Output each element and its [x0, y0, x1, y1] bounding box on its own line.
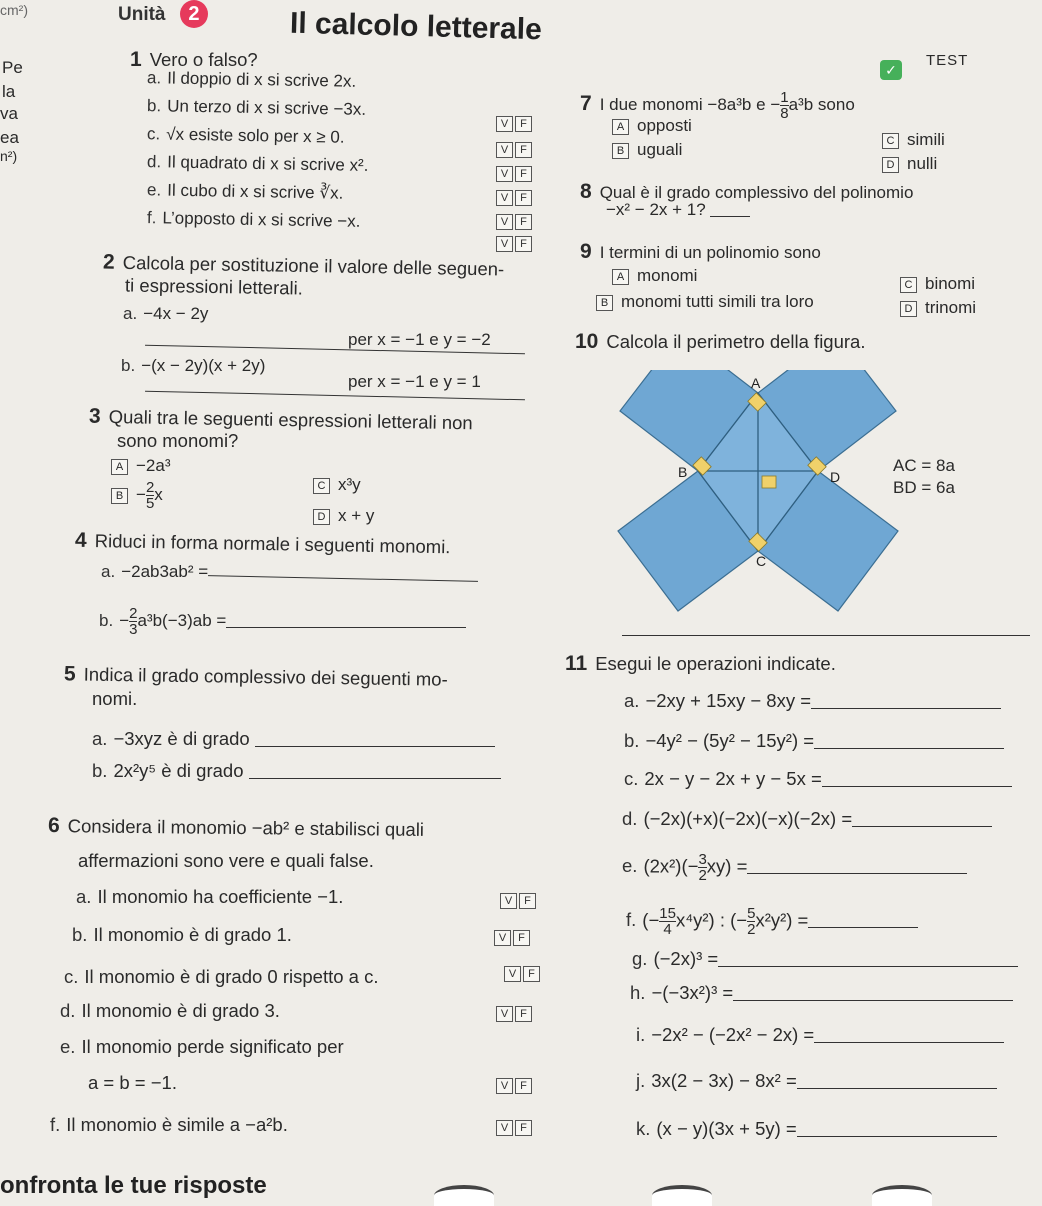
q6-item: f. Il monomio è simile a −a²b. [50, 1114, 288, 1135]
false-checkbox[interactable]: F [515, 116, 532, 132]
margin-fragment: la [2, 82, 16, 101]
true-checkbox[interactable]: V [496, 190, 513, 206]
q6-title: 6 Considera il monomio −ab² e stabilisci quali [47, 814, 425, 840]
q6-vf-e [496, 1078, 532, 1094]
q6-item: a. Il monomio ha coefficiente −1. [76, 886, 344, 907]
false-checkbox[interactable]: F [515, 214, 532, 230]
page-tab [872, 1185, 932, 1206]
margin-fragment: va [0, 104, 18, 123]
q6-title-cont: affermazioni sono vere e quali false. [78, 850, 374, 871]
q8-title: 8 Qual è il grado complessivo del polinomio [580, 180, 914, 203]
q10-figure [610, 370, 910, 620]
q11-item: f. (− $\frac{15}{4}$ x⁴y²) : (− $\frac{5}{2}$ x²y²) = [626, 906, 918, 937]
test-label: TEST [926, 52, 969, 69]
false-checkbox[interactable]: F [515, 1006, 532, 1022]
q3-option-d[interactable]: D x + y [313, 506, 374, 526]
q11-item: j. 3x(2 − 3x) − 8x² = [636, 1070, 997, 1092]
q6-vf-b [494, 930, 530, 946]
q3-option-b[interactable]: B − $\frac{2}{5}$ x [111, 480, 163, 511]
test-icon: ✓ [880, 60, 902, 80]
q2-title: 2 Calcola per sostituzione il valore delle seguen- [102, 250, 505, 280]
q3-option-a[interactable]: A −2a³ [111, 456, 171, 476]
q8-expr: −x² − 2x + 1? [606, 200, 750, 220]
q11-item: k. (x − y)(3x + 5y) = [636, 1118, 997, 1140]
q3-title-cont: sono monomi? [117, 430, 239, 451]
q2-b-expr: b. −(x − 2y)(x + 2y) [121, 356, 266, 375]
q4-a: a. −2ab3ab² = [101, 562, 478, 582]
point-d-label: D [830, 469, 841, 485]
q9-option-b[interactable]: B monomi tutti simili tra loro [596, 292, 814, 312]
q1-vf-a [496, 116, 532, 132]
page-tab [434, 1185, 494, 1206]
q11-item: d. (−2x)(+x)(−2x)(−x)(−2x) = [622, 808, 992, 830]
q3-title: 3 Quali tra le seguenti espressioni letterali non [88, 404, 473, 434]
q11-title: 11 Esegui le operazioni indicate. [565, 652, 836, 675]
false-checkbox[interactable]: F [515, 1120, 532, 1136]
false-checkbox[interactable]: F [515, 1078, 532, 1094]
q6-vf-a [500, 893, 536, 909]
q7-option-a[interactable]: A opposti [612, 116, 692, 136]
q2-a-expr: a. −4x − 2y [123, 304, 209, 323]
q11-item: c. 2x − y − 2x + y − 5x = [624, 768, 1012, 790]
page-tab [652, 1185, 712, 1206]
true-checkbox[interactable]: V [496, 1120, 513, 1136]
false-checkbox[interactable]: F [515, 190, 532, 206]
false-checkbox[interactable]: F [515, 142, 532, 158]
false-checkbox[interactable]: F [519, 893, 536, 909]
true-checkbox[interactable]: V [496, 1078, 513, 1094]
q11-item: b. −4y² − (5y² − 15y²) = [624, 730, 1004, 752]
true-checkbox[interactable]: V [496, 214, 513, 230]
q11-item: g. (−2x)³ = [632, 948, 1018, 970]
answer-line [145, 391, 525, 401]
q4-b: b. − $\frac{2}{3}$ a³b(−3)ab = [99, 606, 466, 637]
q1-item: b. Un terzo di x si scrive −3x. [146, 96, 367, 119]
q11-item: a. −2xy + 15xy − 8xy = [624, 690, 1001, 712]
q9-option-a[interactable]: A monomi [612, 266, 697, 286]
q10-given-ac: AC = 8a [893, 456, 955, 475]
q1-vf-c [496, 166, 532, 182]
q5-title: 5 Indica il grado complessivo dei seguenti mo- [63, 662, 448, 690]
q9-option-c[interactable]: C binomi [900, 274, 975, 294]
true-checkbox[interactable]: V [500, 893, 517, 909]
right-angle-mark [762, 476, 776, 488]
q11-item: h. −(−3x²)³ = [630, 982, 1013, 1004]
q7-title: 7 I due monomi −8a³b e − $\frac{1}{8}$ a³b sono [580, 89, 855, 122]
footer-text: onfronta le tue risposte [0, 1172, 267, 1199]
q5-title-cont: nomi. [92, 688, 138, 709]
q10-given-bd: BD = 6a [893, 478, 955, 497]
q11-item: i. −2x² − (−2x² − 2x) = [636, 1024, 1004, 1046]
unit-label: Unità [118, 4, 166, 25]
false-checkbox[interactable]: F [515, 236, 532, 252]
q2-b-cond: per x = −1 e y = 1 [348, 372, 481, 391]
q1-item: a. Il doppio di x si scrive 2x. [146, 68, 357, 91]
margin-fragment: cm²) [0, 2, 28, 18]
q7-option-c[interactable]: C simili [882, 130, 945, 150]
q6-item: c. Il monomio è di grado 0 rispetto a c. [64, 966, 379, 987]
false-checkbox[interactable]: F [523, 966, 540, 982]
unit-number-badge: 2 [180, 0, 208, 28]
q9-title: 9 I termini di un polinomio sono [580, 240, 821, 263]
q6-vf-c [504, 966, 540, 982]
point-c-label: C [756, 553, 767, 569]
q9-option-d[interactable]: D trinomi [900, 298, 976, 318]
q1-vf-f [496, 236, 532, 252]
true-checkbox[interactable]: V [494, 930, 511, 946]
true-checkbox[interactable]: V [504, 966, 521, 982]
q5-b: b. 2x²y⁵ è di grado [92, 760, 501, 782]
q2-title-cont: ti espressioni letterali. [124, 274, 304, 299]
q6-item: b. Il monomio è di grado 1. [72, 924, 292, 945]
q1-item: e. Il cubo di x si scrive ∛x. [146, 180, 344, 203]
unit-header [118, 0, 208, 28]
q1-vf-b [496, 142, 532, 158]
answer-line [622, 635, 1030, 636]
q10-title: 10 Calcola il perimetro della figura. [575, 330, 866, 353]
q5-a: a. −3xyz è di grado [92, 728, 495, 750]
margin-fragment: Pe [2, 58, 23, 77]
q1-item: c. √x esiste solo per x ≥ 0. [146, 124, 345, 147]
q6-item: d. Il monomio è di grado 3. [60, 1000, 280, 1021]
q3-option-c[interactable]: C x³y [313, 475, 361, 495]
q6-item: e. Il monomio perde significato per [60, 1036, 344, 1057]
q2-a-cond: per x = −1 e y = −2 [348, 330, 491, 349]
q11-item: e. (2x²)(− $\frac{3}{2}$ xy) = [622, 852, 967, 883]
q6-vf-f [496, 1120, 532, 1136]
point-a-label: A [751, 375, 761, 391]
q6-item-cont: a = b = −1. [88, 1072, 177, 1093]
page-title: Il calcolo letterale [289, 6, 543, 47]
true-checkbox[interactable]: V [496, 1006, 513, 1022]
q4-title: 4 Riduci in forma normale i seguenti monomi. [74, 528, 451, 558]
true-checkbox[interactable]: V [496, 166, 513, 182]
margin-fragment: n²) [0, 148, 18, 164]
q7-option-b[interactable]: B uguali [612, 140, 682, 160]
true-checkbox[interactable]: V [496, 142, 513, 158]
q6-vf-d [496, 1006, 532, 1022]
q1-vf-d [496, 190, 532, 206]
q1-item: d. Il quadrato di x si scrive x². [146, 152, 369, 175]
margin-fragment: ea [0, 128, 19, 147]
false-checkbox[interactable]: F [513, 930, 530, 946]
q1-title: 1 Vero o falso? [130, 48, 258, 71]
point-b-label: B [678, 464, 688, 480]
true-checkbox[interactable]: V [496, 236, 513, 252]
true-checkbox[interactable]: V [496, 116, 513, 132]
false-checkbox[interactable]: F [515, 166, 532, 182]
q7-option-d[interactable]: D nulli [882, 154, 937, 174]
q1-item: f. L’opposto di x si scrive −x. [146, 208, 361, 231]
q1-vf-e [496, 214, 532, 230]
